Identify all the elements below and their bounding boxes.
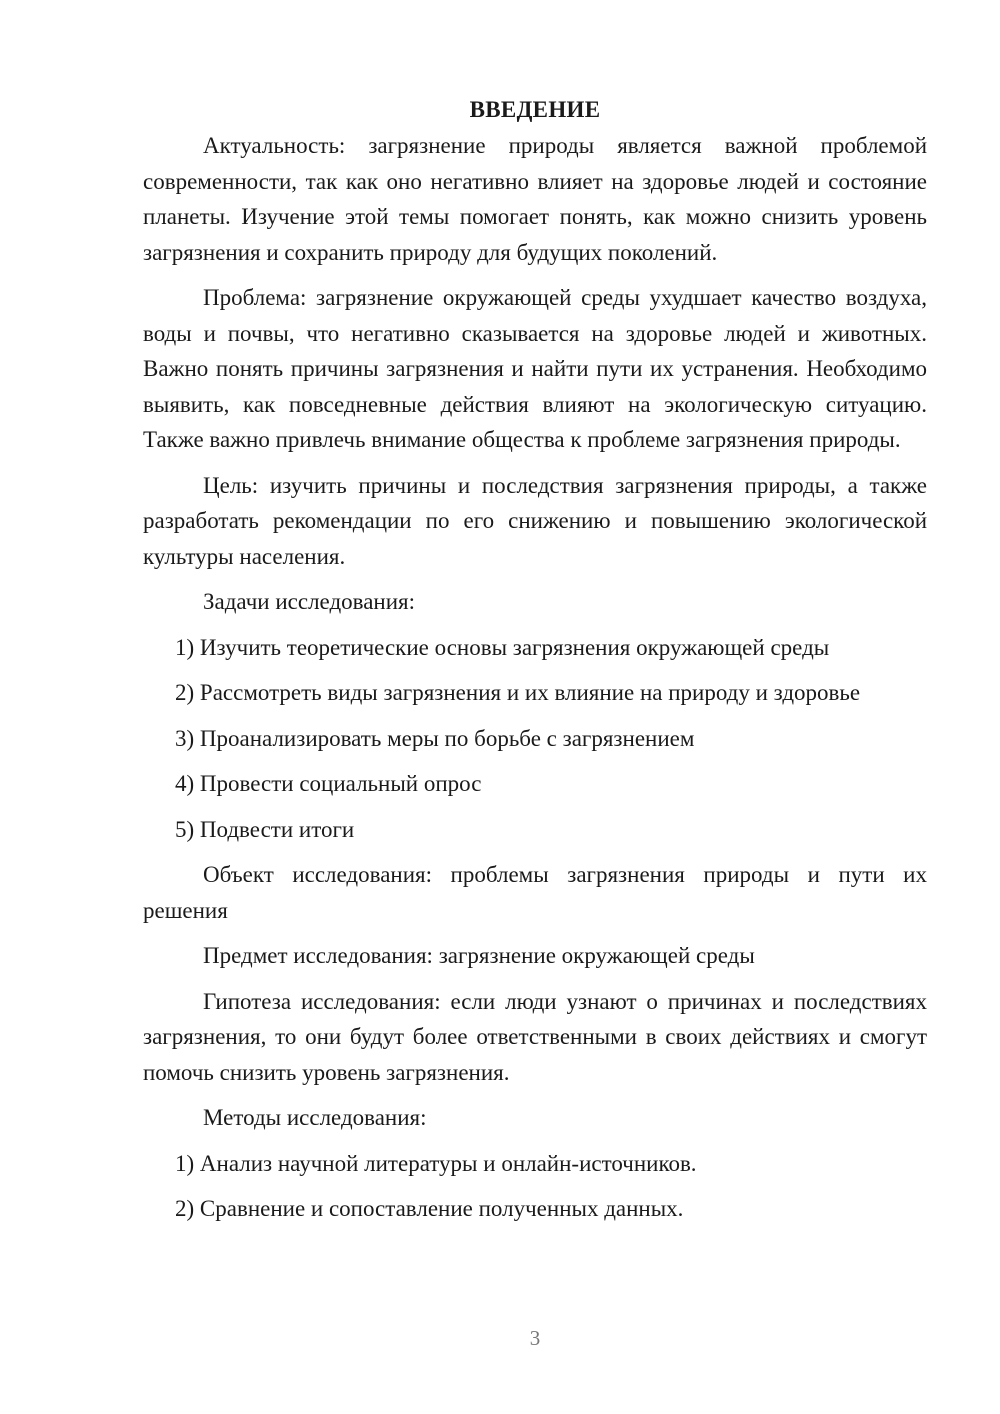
hypothesis-paragraph: Гипотеза исследования: если люди узнают о причинах и последствиях загрязнения, то они будут более ответственными в своих действиях и смогут помочь снизить уровень загрязнения. [143, 988, 927, 1085]
subject-paragraph: Предмет исследования: загрязнение окружающей среды [203, 943, 755, 968]
section-title: ВВЕДЕНИЕ [469, 97, 601, 122]
task-item: 2) Рассмотреть виды загрязнения и их влияние на природу и здоровье [175, 680, 861, 705]
page-number: 3 [529, 1326, 541, 1350]
relevance-paragraph: Актуальность: загрязнение природы является важной проблемой современности, так как оно негативно влияет на здоровье людей и состояние планеты. Изучение этой темы помогает понять, как можно снизить уровень загрязнения и сохранить природу для будущих поколений. [143, 133, 927, 265]
goal-paragraph: Цель: изучить причины и последствия загрязнения природы, а также разработать рекомендации по его снижению и повышению экологической культуры населения. [143, 472, 927, 569]
method-item: 2) Сравнение и сопоставление полученных данных. [175, 1196, 684, 1221]
page-content [143, 92, 927, 1237]
tasks-list [143, 630, 927, 848]
task-item: 1) Изучить теоретические основы загрязнения окружающей среды [175, 634, 830, 660]
method-item: 1) Анализ научной литературы и онлайн-источников. [175, 1150, 697, 1176]
task-item: 3) Проанализировать меры по борьбе с загрязнением [175, 725, 695, 751]
object-paragraph: Объект исследования: проблемы загрязнения природы и пути их решения [143, 862, 927, 923]
task-item: 4) Провести социальный опрос [175, 771, 482, 796]
problem-paragraph: Проблема: загрязнение окружающей среды ухудшает качество воздуха, воды и почвы, что негативно сказывается на здоровье людей и животных. Важно понять причины загрязнения и найти пути их устранения. Необходимо выявить, как повседневные действия влияют на экологическую ситуацию. Также важно привлечь внимание общества к проблеме загрязнения природы. [143, 285, 927, 452]
task-item: 5) Подвести итоги [175, 816, 355, 842]
tasks-heading: Задачи исследования: [203, 589, 416, 614]
methods-heading: Методы исследования: [203, 1105, 427, 1130]
methods-list [143, 1146, 927, 1227]
